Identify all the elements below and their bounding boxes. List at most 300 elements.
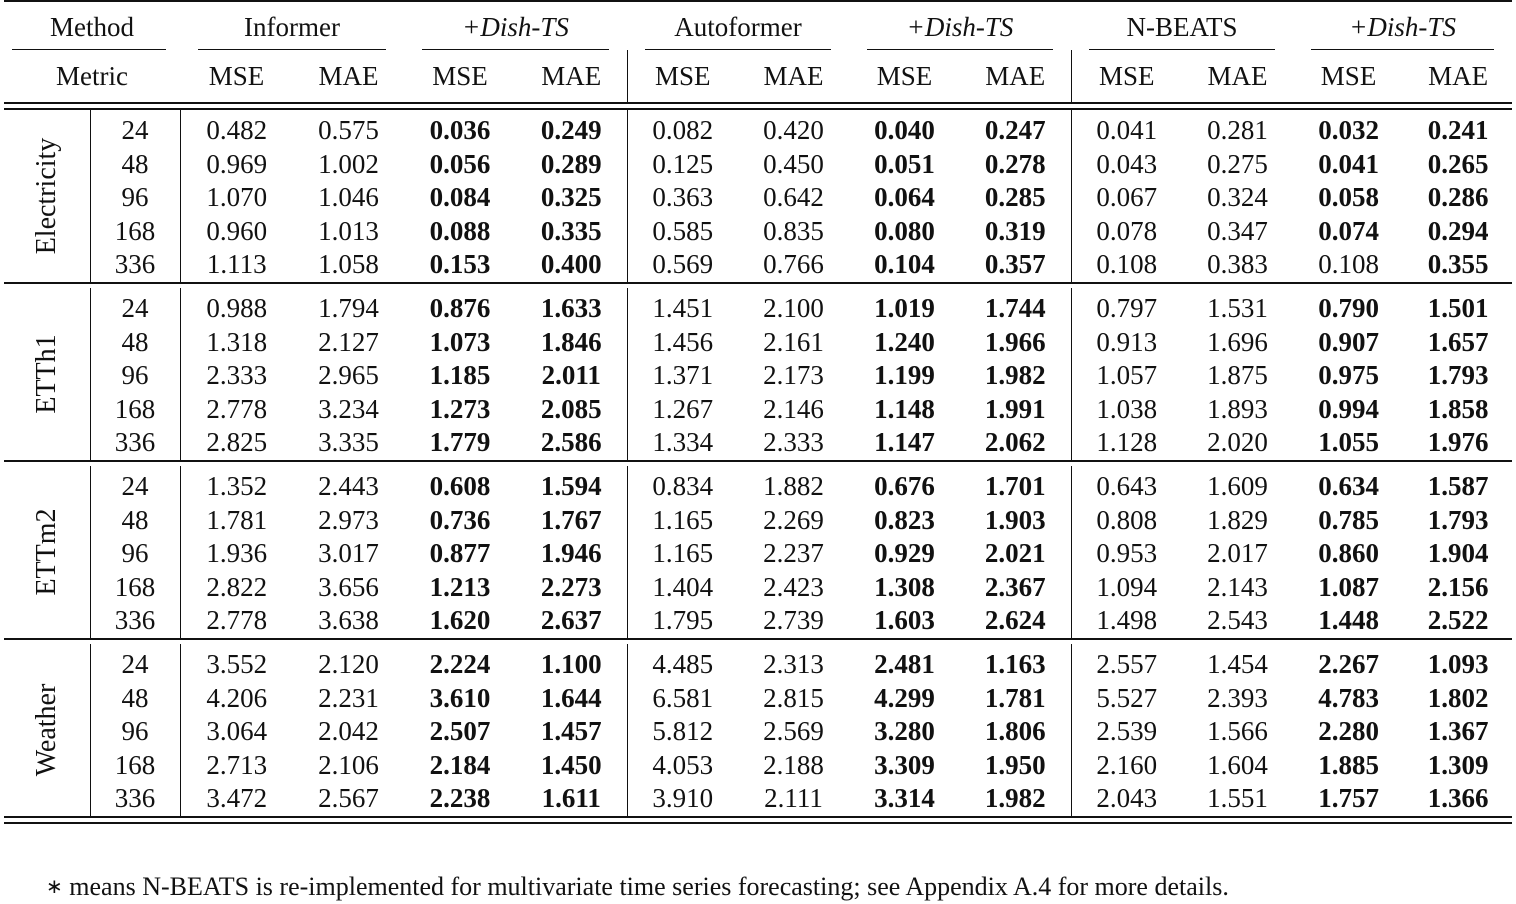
- value-cell: 2.106: [318, 749, 379, 780]
- table-row: [4, 215, 1512, 249]
- value-cell: 2.825: [206, 427, 268, 458]
- value-cell: 0.088: [429, 215, 491, 246]
- dataset-label-cell: [4, 288, 90, 461]
- horizon-cell: 336: [90, 604, 180, 639]
- value-cell: 0.575: [318, 115, 379, 145]
- horizon-cell: 96: [90, 181, 180, 215]
- bottom-double-rule: [4, 817, 1512, 823]
- value-cell: 1.273: [429, 393, 491, 424]
- value-cell: 1.213: [429, 571, 491, 602]
- value-cell: 0.082: [627, 109, 738, 148]
- value-cell: 2.522: [1427, 605, 1489, 636]
- value-cell: 0.325: [540, 182, 602, 213]
- value-cell: 0.975: [1318, 360, 1379, 391]
- value-cell: 2.021: [984, 538, 1046, 569]
- horizon-cell: 96: [90, 359, 180, 393]
- value-cell: 3.234: [318, 393, 379, 424]
- value-cell: 2.333: [206, 360, 268, 391]
- value-cell: 0.608: [429, 470, 491, 501]
- value-cell: 2.020: [1207, 427, 1268, 458]
- dataset-label: Weather: [30, 683, 62, 777]
- value-cell: 1.070: [206, 182, 268, 213]
- value-cell: 2.111: [764, 783, 823, 814]
- value-cell: 1.806: [984, 716, 1046, 747]
- value-cell: 1.456: [627, 326, 738, 360]
- value-cell: 3.638: [318, 605, 379, 636]
- value-cell: 2.367: [984, 571, 1046, 602]
- horizon-cell: 48: [90, 682, 180, 716]
- header-row-metric: [4, 50, 1512, 103]
- horizon-cell: 96: [90, 715, 180, 749]
- model-label: +Dish-TS: [1349, 11, 1456, 42]
- value-cell: 0.929: [874, 538, 935, 569]
- value-cell: 2.120: [318, 648, 379, 679]
- model-header-nbeats-dish: [1293, 1, 1512, 50]
- horizon-cell: 48: [90, 148, 180, 182]
- value-cell: 1.128: [1071, 426, 1182, 461]
- value-cell: 0.797: [1071, 288, 1182, 326]
- value-cell: 2.231: [318, 682, 379, 713]
- value-cell: 0.835: [763, 215, 824, 246]
- value-cell: 0.125: [627, 148, 738, 182]
- value-cell: 2.443: [318, 470, 379, 501]
- value-cell: 3.280: [874, 716, 935, 747]
- value-cell: 0.078: [1071, 215, 1182, 249]
- results-table: [4, 0, 1512, 824]
- value-cell: 2.173: [763, 360, 824, 391]
- value-cell: 4.783: [1318, 682, 1379, 713]
- dataset-label: Electricity: [30, 137, 62, 255]
- model-label: +Dish-TS: [906, 11, 1014, 42]
- dataset-label-cell: [4, 109, 90, 283]
- value-cell: 0.877: [429, 538, 491, 569]
- value-cell: 2.160: [1071, 749, 1182, 783]
- table-row: [4, 749, 1512, 783]
- value-cell: 1.451: [627, 288, 738, 326]
- value-cell: 0.482: [206, 115, 268, 145]
- value-cell: 1.457: [540, 716, 602, 747]
- value-cell: 0.108: [1071, 248, 1182, 283]
- value-cell: 0.241: [1427, 115, 1489, 145]
- value-cell: 2.557: [1071, 644, 1182, 682]
- model-header-nbeats: [1071, 1, 1293, 50]
- value-cell: 0.808: [1071, 504, 1182, 538]
- value-cell: 0.785: [1318, 504, 1379, 535]
- value-cell: 2.184: [429, 749, 491, 780]
- value-cell: 1.334: [627, 426, 738, 461]
- value-cell: 0.736: [429, 504, 491, 535]
- horizon-cell: 24: [90, 109, 180, 148]
- value-cell: 2.543: [1207, 605, 1268, 636]
- table-row: [4, 571, 1512, 605]
- model-label: Informer: [244, 11, 340, 42]
- value-cell: 1.904: [1427, 538, 1489, 569]
- value-cell: 1.885: [1318, 749, 1379, 780]
- value-cell: 0.766: [763, 249, 824, 280]
- horizon-cell: 336: [90, 782, 180, 817]
- value-cell: 1.982: [984, 783, 1046, 814]
- value-cell: 4.053: [627, 749, 738, 783]
- metric-cell: MSE: [627, 50, 738, 103]
- horizon-cell: 168: [90, 215, 180, 249]
- value-cell: 0.790: [1318, 292, 1379, 323]
- value-cell: 1.781: [984, 682, 1046, 713]
- value-cell: 0.876: [429, 292, 491, 323]
- value-cell: 1.501: [1427, 292, 1489, 323]
- model-header-autoformer: [627, 1, 849, 50]
- table-row: [4, 682, 1512, 716]
- value-cell: 0.335: [540, 215, 602, 246]
- value-cell: 1.352: [206, 470, 268, 501]
- horizon-cell: 168: [90, 571, 180, 605]
- metric-cell: MAE: [541, 60, 602, 91]
- value-cell: 2.143: [1207, 571, 1268, 602]
- value-cell: 1.946: [540, 538, 602, 569]
- value-cell: 2.624: [984, 605, 1046, 636]
- value-cell: 2.017: [1207, 538, 1268, 569]
- value-cell: 2.739: [763, 605, 824, 636]
- value-cell: 1.498: [1071, 604, 1182, 639]
- table-row: [4, 644, 1512, 682]
- value-cell: 1.594: [540, 470, 602, 501]
- table-row: [4, 782, 1512, 817]
- table-row: [4, 181, 1512, 215]
- value-cell: 4.299: [874, 682, 935, 713]
- metric-cell: MSE: [876, 60, 933, 91]
- value-cell: 1.199: [874, 360, 935, 391]
- table-row: [4, 466, 1512, 504]
- value-cell: 1.038: [1071, 393, 1182, 427]
- value-cell: 1.046: [318, 182, 379, 213]
- value-cell: 1.100: [540, 648, 602, 679]
- value-cell: 2.085: [540, 393, 602, 424]
- footnote-symbol: ∗: [46, 874, 63, 898]
- value-cell: 0.084: [429, 182, 491, 213]
- value-cell: 0.032: [1318, 115, 1379, 145]
- value-cell: 1.019: [874, 292, 935, 323]
- value-cell: 3.656: [318, 571, 379, 602]
- metric-cell: MAE: [1207, 60, 1268, 91]
- value-cell: 1.185: [429, 360, 491, 391]
- value-cell: 1.566: [1207, 716, 1268, 747]
- value-cell: 1.450: [540, 749, 602, 780]
- value-cell: 0.347: [1207, 215, 1268, 246]
- value-cell: 1.073: [429, 326, 491, 357]
- table-row: [4, 288, 1512, 326]
- value-cell: 2.156: [1427, 571, 1489, 602]
- value-cell: 1.644: [540, 682, 602, 713]
- value-cell: 1.846: [540, 326, 602, 357]
- value-cell: 1.793: [1427, 504, 1489, 535]
- horizon-cell: 336: [90, 426, 180, 461]
- value-cell: 0.285: [984, 182, 1046, 213]
- value-cell: 0.153: [429, 249, 491, 280]
- table-row: [4, 393, 1512, 427]
- table-row: [4, 504, 1512, 538]
- value-cell: 1.531: [1207, 292, 1268, 323]
- model-header-informer: [180, 1, 404, 50]
- metric-cell: MSE: [432, 60, 488, 91]
- value-cell: 1.620: [429, 605, 491, 636]
- value-cell: 2.062: [984, 427, 1046, 458]
- value-cell: 1.696: [1207, 326, 1268, 357]
- value-cell: 3.309: [874, 749, 935, 780]
- horizon-cell: 24: [90, 644, 180, 682]
- value-cell: 1.163: [984, 648, 1046, 679]
- value-cell: 0.040: [874, 115, 935, 145]
- model-header-autoformer-dish: [849, 1, 1071, 50]
- value-cell: 2.637: [540, 605, 602, 636]
- value-cell: 1.448: [1318, 605, 1379, 636]
- model-label: N-BEATS: [1126, 11, 1238, 42]
- value-cell: 1.454: [1207, 648, 1268, 679]
- value-cell: 0.108: [1318, 249, 1379, 280]
- dataset-label-cell: [4, 644, 90, 817]
- value-cell: 3.017: [318, 538, 379, 569]
- table-row: [4, 109, 1512, 148]
- value-cell: 2.815: [763, 682, 824, 713]
- value-cell: 5.812: [627, 715, 738, 749]
- value-cell: 0.357: [984, 249, 1046, 280]
- value-cell: 2.822: [206, 571, 268, 602]
- value-cell: 1.882: [763, 470, 824, 501]
- table-row: [4, 359, 1512, 393]
- value-cell: 1.603: [874, 605, 935, 636]
- value-cell: 0.994: [1318, 393, 1379, 424]
- value-cell: 2.313: [763, 648, 824, 679]
- footnote: [46, 872, 1229, 902]
- value-cell: 1.094: [1071, 571, 1182, 605]
- value-cell: 2.269: [763, 504, 824, 535]
- value-cell: 1.058: [318, 249, 379, 280]
- value-cell: 0.080: [874, 215, 935, 246]
- value-cell: 1.113: [206, 249, 267, 280]
- value-cell: 0.585: [627, 215, 738, 249]
- value-cell: 2.224: [429, 648, 491, 679]
- value-cell: 0.860: [1318, 538, 1379, 569]
- value-cell: 2.100: [763, 292, 824, 323]
- value-cell: 1.371: [627, 359, 738, 393]
- value-cell: 2.569: [763, 716, 824, 747]
- value-cell: 1.318: [206, 326, 268, 357]
- value-cell: 4.206: [206, 682, 268, 713]
- table-row: [4, 604, 1512, 639]
- value-cell: 2.481: [874, 648, 935, 679]
- value-cell: 1.966: [984, 326, 1046, 357]
- value-cell: 1.148: [874, 393, 935, 424]
- value-cell: 1.795: [627, 604, 738, 639]
- value-cell: 0.324: [1207, 182, 1268, 213]
- value-cell: 2.973: [318, 504, 379, 535]
- value-cell: 1.744: [984, 292, 1046, 323]
- value-cell: 2.042: [318, 716, 379, 747]
- value-cell: 0.634: [1318, 470, 1379, 501]
- value-cell: 0.067: [1071, 181, 1182, 215]
- metric-cell: MAE: [763, 60, 824, 91]
- horizon-cell: 48: [90, 326, 180, 360]
- value-cell: 0.286: [1427, 182, 1489, 213]
- horizon-cell: 24: [90, 466, 180, 504]
- value-cell: 0.907: [1318, 326, 1379, 357]
- value-cell: 0.450: [763, 148, 824, 179]
- value-cell: 0.265: [1427, 148, 1489, 179]
- value-cell: 2.567: [318, 783, 379, 814]
- value-cell: 2.778: [206, 393, 268, 424]
- value-cell: 1.165: [627, 504, 738, 538]
- value-cell: 1.055: [1318, 427, 1379, 458]
- value-cell: 0.383: [1207, 249, 1268, 280]
- value-cell: 1.309: [1427, 749, 1489, 780]
- model-label: Autoformer: [674, 11, 802, 42]
- horizon-cell: 168: [90, 393, 180, 427]
- value-cell: 6.581: [627, 682, 738, 716]
- value-cell: 0.058: [1318, 182, 1379, 213]
- value-cell: 2.188: [763, 749, 824, 780]
- value-cell: 1.604: [1207, 749, 1268, 780]
- value-cell: 0.043: [1071, 148, 1182, 182]
- value-cell: 2.043: [1071, 782, 1182, 817]
- value-cell: 1.367: [1427, 716, 1489, 747]
- value-cell: 1.793: [1427, 360, 1489, 391]
- value-cell: 1.147: [874, 427, 935, 458]
- value-cell: 1.057: [1071, 359, 1182, 393]
- value-cell: 0.988: [206, 292, 268, 323]
- value-cell: 0.056: [429, 148, 491, 179]
- value-cell: 1.701: [984, 470, 1046, 501]
- horizon-cell: 24: [90, 288, 180, 326]
- value-cell: 3.910: [627, 782, 738, 817]
- results-table-container: [4, 0, 1512, 824]
- value-cell: 2.965: [318, 360, 379, 391]
- value-cell: 5.527: [1071, 682, 1182, 716]
- value-cell: 0.363: [627, 181, 738, 215]
- value-cell: 1.875: [1207, 360, 1268, 391]
- value-cell: 0.289: [540, 148, 602, 179]
- dataset-label: ETTm2: [30, 508, 62, 596]
- dataset-label: ETTh1: [30, 334, 62, 414]
- value-cell: 1.936: [206, 538, 268, 569]
- value-cell: 0.400: [540, 249, 602, 280]
- value-cell: 1.240: [874, 326, 935, 357]
- value-cell: 3.472: [206, 783, 268, 814]
- value-cell: 1.087: [1318, 571, 1379, 602]
- value-cell: 0.569: [627, 248, 738, 283]
- metric-header: Metric: [56, 60, 128, 91]
- value-cell: 2.161: [763, 326, 824, 357]
- header-row-method: [4, 1, 1512, 50]
- value-cell: 1.551: [1207, 783, 1268, 814]
- metric-cell: MAE: [985, 60, 1046, 91]
- metric-cell: MAE: [318, 60, 379, 91]
- value-cell: 0.969: [206, 148, 268, 179]
- value-cell: 1.267: [627, 393, 738, 427]
- value-cell: 2.127: [318, 326, 379, 357]
- value-cell: 4.485: [627, 644, 738, 682]
- model-header-informer-dish: [404, 1, 627, 50]
- metric-cell: MSE: [208, 60, 265, 91]
- value-cell: 0.281: [1207, 115, 1268, 145]
- value-cell: 0.319: [984, 215, 1046, 246]
- value-cell: 1.802: [1427, 682, 1489, 713]
- metric-cell: MAE: [1428, 60, 1489, 91]
- value-cell: 2.393: [1207, 682, 1268, 713]
- value-cell: 0.036: [429, 115, 491, 145]
- table-row: [4, 537, 1512, 571]
- dataset-label-cell: [4, 466, 90, 639]
- metric-cell: MSE: [1071, 50, 1182, 103]
- value-cell: 0.278: [984, 148, 1046, 179]
- value-cell: 0.355: [1427, 249, 1489, 280]
- metric-cell: MSE: [1320, 60, 1377, 91]
- value-cell: 0.913: [1071, 326, 1182, 360]
- horizon-cell: 336: [90, 248, 180, 283]
- value-cell: 1.404: [627, 571, 738, 605]
- footnote-text: means N-BEATS is re-implemented for multivariate time series forecasting; see Appendix A.4 for more details.: [62, 872, 1229, 901]
- value-cell: 1.609: [1207, 470, 1268, 501]
- table-row: [4, 426, 1512, 461]
- value-cell: 2.713: [206, 749, 268, 780]
- value-cell: 0.041: [1318, 148, 1379, 179]
- value-cell: 0.275: [1207, 148, 1268, 179]
- value-cell: 1.633: [540, 292, 602, 323]
- value-cell: 2.333: [763, 427, 824, 458]
- value-cell: 1.858: [1427, 393, 1489, 424]
- value-cell: 3.610: [429, 682, 491, 713]
- value-cell: 0.074: [1318, 215, 1379, 246]
- value-cell: 0.834: [627, 466, 738, 504]
- horizon-cell: 96: [90, 537, 180, 571]
- value-cell: 1.991: [984, 393, 1046, 424]
- value-cell: 0.960: [206, 215, 268, 246]
- value-cell: 3.552: [206, 648, 268, 679]
- value-cell: 0.420: [763, 115, 824, 145]
- value-cell: 0.249: [540, 115, 602, 145]
- value-cell: 1.794: [318, 292, 379, 323]
- value-cell: 0.294: [1427, 215, 1489, 246]
- value-cell: 1.308: [874, 571, 935, 602]
- value-cell: 1.893: [1207, 393, 1268, 424]
- horizon-cell: 48: [90, 504, 180, 538]
- value-cell: 0.247: [984, 115, 1046, 145]
- table-row: [4, 148, 1512, 182]
- value-cell: 1.002: [318, 148, 379, 179]
- model-label: +Dish-TS: [462, 11, 569, 42]
- table-row: [4, 326, 1512, 360]
- value-cell: 0.642: [763, 182, 824, 213]
- value-cell: 0.041: [1071, 109, 1182, 148]
- horizon-cell: 168: [90, 749, 180, 783]
- value-cell: 2.586: [540, 427, 602, 458]
- method-label: Method: [50, 11, 134, 42]
- value-cell: 2.011: [541, 360, 601, 391]
- value-cell: 3.335: [318, 427, 379, 458]
- value-cell: 1.903: [984, 504, 1046, 535]
- value-cell: 2.280: [1318, 716, 1379, 747]
- value-cell: 3.314: [874, 783, 935, 814]
- value-cell: 1.976: [1427, 427, 1489, 458]
- value-cell: 1.093: [1427, 648, 1489, 679]
- value-cell: 1.013: [318, 215, 379, 246]
- value-cell: 1.757: [1318, 783, 1379, 814]
- value-cell: 1.982: [984, 360, 1046, 391]
- value-cell: 2.273: [540, 571, 602, 602]
- value-cell: 2.267: [1318, 648, 1379, 679]
- value-cell: 0.823: [874, 504, 935, 535]
- value-cell: 2.423: [763, 571, 824, 602]
- value-cell: 2.539: [1071, 715, 1182, 749]
- value-cell: 0.051: [874, 148, 935, 179]
- value-cell: 1.829: [1207, 504, 1268, 535]
